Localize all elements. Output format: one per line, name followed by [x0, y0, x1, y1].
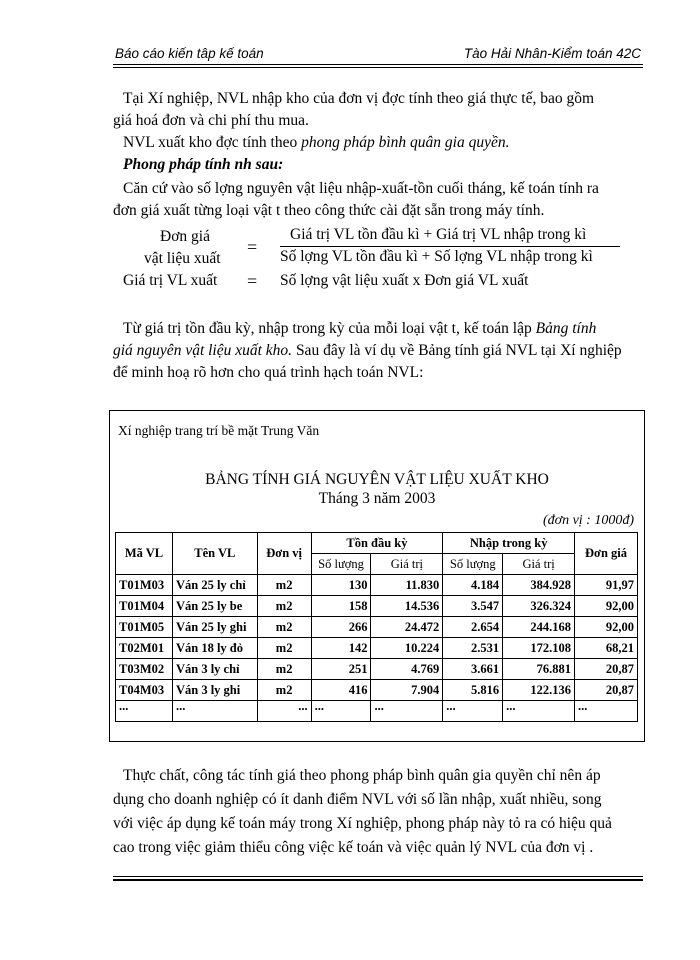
col-header-code: Mã VL	[116, 533, 173, 575]
cell-price: 92,00	[575, 617, 638, 638]
page-header	[113, 42, 643, 64]
cell-name: Ván 3 ly chỉ	[172, 659, 257, 680]
cell-opening-qty: 416	[311, 680, 371, 701]
table-header-row-1	[116, 533, 638, 554]
cell-import-qty: 2.531	[443, 638, 503, 659]
cell-opening-qty: 158	[311, 596, 371, 617]
cell-name: Ván 25 ly be	[172, 596, 257, 617]
intro-line-1	[123, 318, 596, 340]
cell-import-value: 326.324	[503, 596, 575, 617]
cell-unit: m2	[257, 638, 311, 659]
table-row	[116, 617, 638, 638]
cell-code: T04M03	[116, 680, 173, 701]
cell-opening-value: 4.769	[371, 659, 443, 680]
cell-code: T02M01	[116, 638, 173, 659]
cell-unit: m2	[257, 680, 311, 701]
cell-name: Ván 25 ly ghi	[172, 617, 257, 638]
company-name: Xí nghiệp trang trí bề mặt Trung Văn	[118, 423, 320, 438]
cell-opening-qty: 251	[311, 659, 371, 680]
cell-opening-qty: 266	[311, 617, 371, 638]
cell-import-qty: 5.816	[443, 680, 503, 701]
intro-line-2-text: Sau đây là ví dụ về Bảng tính giá NVL tại Xí nghiệp	[292, 342, 622, 359]
formula-lhs-1-line-1: Đơn giá	[160, 228, 210, 245]
cell-ellipsis: ...	[575, 701, 638, 722]
cell-unit: m2	[257, 659, 311, 680]
formula-denominator: Số lợng VL tồn đầu kì + Số lợng VL nhập trong kì	[280, 248, 593, 265]
intro-line-3: để minh hoạ rõ hơn cho quá trình hạch toán NVL:	[113, 364, 424, 381]
col-header-import: Nhập trong kỳ	[443, 533, 575, 554]
conclusion-line-1: Thực chất, công tác tính giá theo phong pháp bình quân gia quyền chỉ nên áp	[123, 767, 601, 784]
cell-import-qty: 3.547	[443, 596, 503, 617]
cell-ellipsis: ...	[116, 701, 173, 722]
col-header-unit: Đơn vị	[257, 533, 311, 575]
cell-price: 91,97	[575, 575, 638, 596]
paragraph-1-line-1: Tại Xí nghiệp, NVL nhập kho của đơn vị đợc tính theo giá thực tế, bao gồm	[123, 90, 595, 107]
table-row	[116, 596, 638, 617]
col-header-import-qty: Số lượng	[443, 554, 503, 575]
intro-line-1-italic: Bảng tính	[535, 320, 597, 337]
cell-opening-value: 11.830	[371, 575, 443, 596]
table-row	[116, 680, 638, 701]
cell-opening-value: 24.472	[371, 617, 443, 638]
cell-opening-value: 14.536	[371, 596, 443, 617]
cell-code: T03M02	[116, 659, 173, 680]
intro-line-2	[113, 340, 622, 362]
header-right-text: Tào Hải Nhân-Kiểm toán 42C	[463, 46, 641, 61]
cell-import-value: 384.928	[503, 575, 575, 596]
conclusion-line-4: cao trong việc giảm thiểu công việc kế toán và việc quản lý NVL của đơn vị .	[113, 839, 594, 856]
cell-unit: m2	[257, 575, 311, 596]
cell-ellipsis: ...	[371, 701, 443, 722]
table-row	[116, 575, 638, 596]
cell-ellipsis: ...	[311, 701, 371, 722]
paragraph-2-text: NVL xuất kho đợc tính theo	[123, 134, 302, 151]
cell-import-qty: 2.654	[443, 617, 503, 638]
table-title: BẢNG TÍNH GIÁ NGUYÊN VẬT LIỆU XUẤT KHO	[205, 471, 549, 488]
cell-opening-qty: 130	[311, 575, 371, 596]
cell-opening-value: 10.224	[371, 638, 443, 659]
intro-line-2-italic: giá nguyên vật liệu xuất kho.	[113, 342, 293, 359]
col-header-opening-value: Giá trị	[371, 554, 443, 575]
paragraph-3-heading: Phong pháp tính nh sau:	[123, 156, 284, 173]
cell-price: 68,21	[575, 638, 638, 659]
price-table	[115, 532, 638, 722]
col-header-opening: Tồn đầu kỳ	[311, 533, 443, 554]
cell-import-value: 76.881	[503, 659, 575, 680]
cell-import-value: 172.108	[503, 638, 575, 659]
footer-rule-thin	[113, 876, 643, 877]
formula-equals-2: =	[247, 271, 258, 291]
cell-name: Ván 25 ly chỉ	[172, 575, 257, 596]
cell-ellipsis: ...	[172, 701, 257, 722]
table-row-ellipsis	[116, 701, 638, 722]
cell-import-qty: 3.661	[443, 659, 503, 680]
cell-unit: m2	[257, 596, 311, 617]
header-rule-thin	[113, 67, 643, 68]
conclusion-line-3: với việc áp dụng kế toán máy trong Xí nghiệp, phong pháp này tỏ ra có hiệu quả	[113, 815, 612, 832]
header-rule-thick	[113, 64, 643, 65]
cell-price: 20,87	[575, 680, 638, 701]
cell-price: 92,00	[575, 596, 638, 617]
formula-rhs-2: Số lợng vật liệu xuất x Đơn giá VL xuất	[280, 272, 529, 289]
col-header-price: Đơn giá	[575, 533, 638, 575]
table-subtitle: Tháng 3 năm 2003	[318, 490, 436, 507]
col-header-name: Tên VL	[172, 533, 257, 575]
cell-import-value: 244.168	[503, 617, 575, 638]
paragraph-4-line-2: đơn giá xuất từng loại vật t theo công thức cài đặt sẵn trong máy tính.	[113, 202, 545, 219]
price-table-box	[109, 410, 645, 742]
col-header-import-value: Giá trị	[503, 554, 575, 575]
cell-ellipsis: ...	[257, 701, 311, 722]
cell-import-value: 122.136	[503, 680, 575, 701]
intro-line-1-text: Từ giá trị tồn đầu kỳ, nhập trong kỳ của mỗi loại vật t, kế toán lập	[123, 320, 536, 337]
table-row	[116, 659, 638, 680]
formula-numerator: Giá trị VL tồn đầu kì + Giá trị VL nhập trong kì	[290, 226, 587, 243]
col-header-opening-qty: Số lượng	[311, 554, 371, 575]
formula-lhs-1-line-2: vật liệu xuất	[144, 250, 221, 267]
cell-code: T01M04	[116, 596, 173, 617]
paragraph-4-line-1: Căn cứ vào số lợng nguyên vật liệu nhập-xuất-tồn cuối tháng, kế toán tính ra	[123, 180, 599, 197]
cell-import-qty: 4.184	[443, 575, 503, 596]
cell-unit: m2	[257, 617, 311, 638]
cell-ellipsis: ...	[503, 701, 575, 722]
cell-name: Ván 3 ly ghi	[172, 680, 257, 701]
cell-ellipsis: ...	[443, 701, 503, 722]
cell-code: T01M03	[116, 575, 173, 596]
conclusion-line-2: dụng cho doanh nghiệp có ít danh điểm NVL với số lần nhập, xuất nhiều, song	[113, 791, 602, 808]
paragraph-1-line-2: giá hoá đơn và chi phí thu mua.	[113, 112, 309, 129]
cell-code: T01M05	[116, 617, 173, 638]
paragraph-2	[123, 132, 509, 154]
header-left-text: Báo cáo kiến tâp kế toán	[115, 46, 264, 61]
cell-price: 20,87	[575, 659, 638, 680]
table-row	[116, 638, 638, 659]
cell-opening-qty: 142	[311, 638, 371, 659]
table-unit: (đơn vị : 1000đ)	[542, 513, 634, 528]
footer-rule-thick	[113, 879, 643, 881]
cell-name: Ván 18 ly đỏ	[172, 638, 257, 659]
formula-equals-1: =	[247, 237, 258, 257]
cell-opening-value: 7.904	[371, 680, 443, 701]
formula-lhs-2: Giá trị VL xuất	[123, 272, 218, 289]
paragraph-2-italic: phong pháp bình quân gia quyền.	[301, 134, 510, 151]
